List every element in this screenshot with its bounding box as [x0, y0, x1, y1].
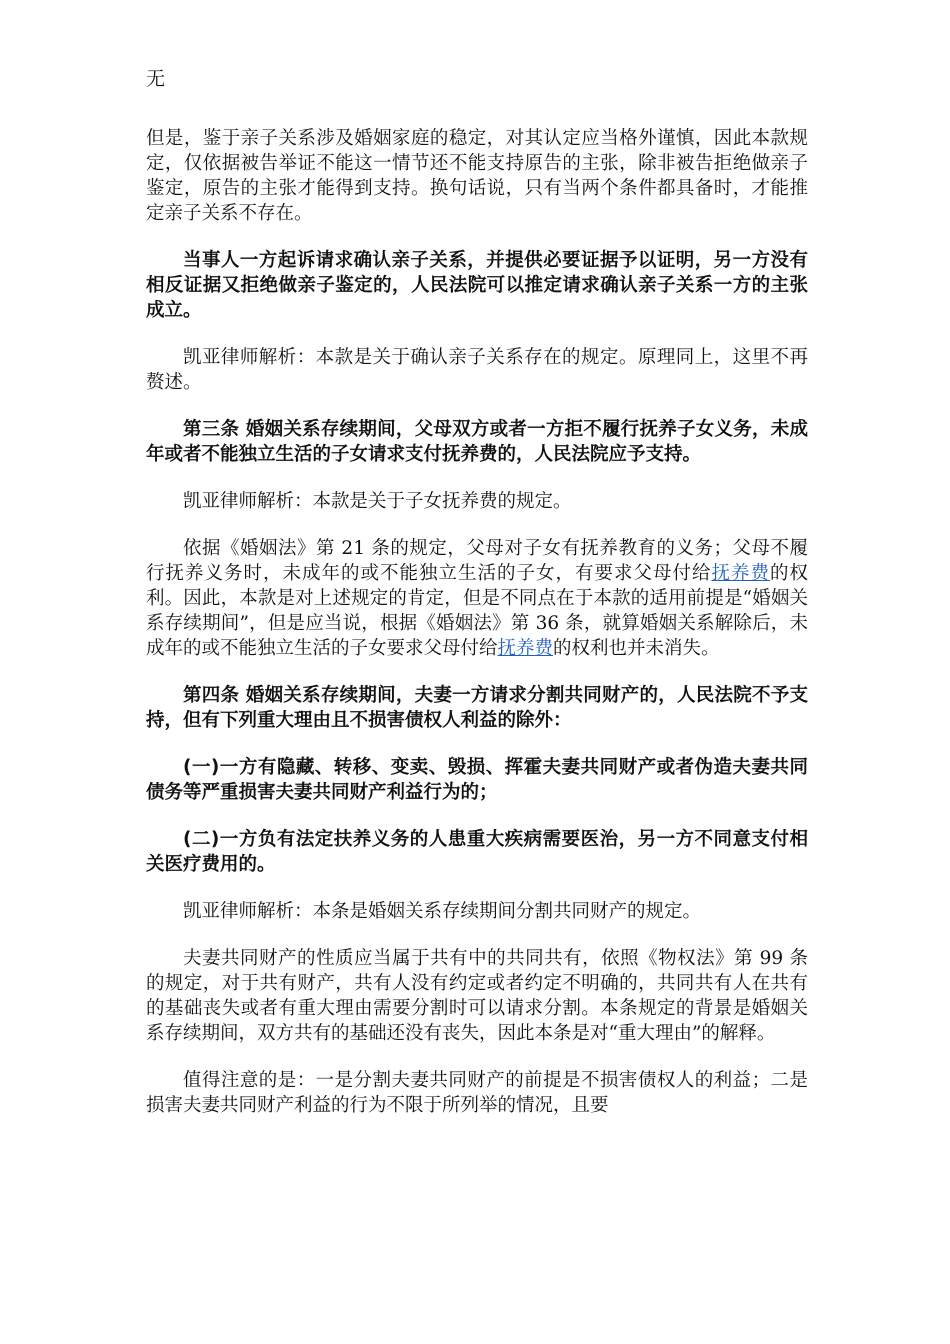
article-4: 第四条 婚姻关系存续期间，夫妻一方请求分割共同财产的，人民法院不予支持，但有下列重大理由且不损害债权人利益的除外： — [146, 685, 808, 731]
link-alimony-2[interactable]: 抚养费 — [497, 638, 554, 659]
paragraph-3: 凯亚律师解析：本款是关于确认亲子关系存在的规定。原理同上，这里不再赘述。 — [146, 347, 808, 393]
paragraph-2: 当事人一方起诉请求确认亲子关系，并提供必要证据予以证明，另一方没有相反证据又拒绝做亲子鉴定的，人民法院可以推定请求确认亲子关系一方的主张成立。 — [146, 250, 808, 321]
article-4-item-2: (二)一方负有法定扶养义务的人患重大疾病需要医治，另一方不同意支付相关医疗费用的。 — [146, 829, 808, 875]
document-body — [146, 126, 808, 1140]
link-alimony-1[interactable]: 抚养费 — [711, 563, 770, 584]
paragraph-6 — [146, 536, 808, 661]
paragraph-6-part-a: 依据《婚姻法》第 21 条的规定，父母对子女有抚养教育的义务；父母不履行抚养义务时，未成年的或不能独立生活的子女，有要求父母付给 — [146, 538, 808, 584]
page-header: 无 — [146, 68, 166, 90]
article-3: 第三条 婚姻关系存续期间，父母双方或者一方拒不履行抚养子女义务，未成年或者不能独立生活的子女请求支付抚养费的，人民法院应予支持。 — [146, 419, 808, 465]
article-4-item-1: (一)一方有隐藏、转移、变卖、毁损、挥霍夫妻共同财产或者伪造夫妻共同债务等严重损害夫妻共同财产利益行为的； — [146, 757, 808, 803]
paragraph-1: 但是，鉴于亲子关系涉及婚姻家庭的稳定，对其认定应当格外谨慎，因此本款规定，仅依据被告举证不能这一情节还不能支持原告的主张，除非被告拒绝做亲子鉴定，原告的主张才能得到支持。换句话说，只有当两个条件都具备时，才能推定亲子关系不存在。 — [146, 128, 808, 224]
paragraph-5: 凯亚律师解析：本款是关于子女抚养费的规定。 — [183, 491, 572, 512]
paragraph-6-part-b: 的权利。因此，本款是对上述规定的肯定，但是不同点在于本款的适用前提是“婚姻关系存续期间”，但是应当说，根据《婚姻法》第 36 条，就算婚姻关系解除后，未成年的或不能独立生活的子女要求父母付给 — [146, 563, 808, 659]
paragraph-11: 夫妻共同财产的性质应当属于共有中的共同共有，依照《物权法》第 99 条的规定，对于共有财产，共有人没有约定或者约定不明确的，共同共有人在共有的基础丧失或者有重大理由需要分割时可以请求分割。本条规定的背景是婚姻关系存续期间，双方共有的基础还没有丧失，因此本条是对“重大理由”的解释。 — [146, 948, 808, 1044]
paragraph-6-part-c: 的权利也并未消失。 — [553, 638, 720, 659]
paragraph-12: 值得注意的是：一是分割夫妻共同财产的前提是不损害债权人的利益；二是损害夫妻共同财产利益的行为不限于所列举的情况，且要 — [146, 1070, 808, 1116]
paragraph-10: 凯亚律师解析：本条是婚姻关系存续期间分割共同财产的规定。 — [183, 901, 702, 922]
